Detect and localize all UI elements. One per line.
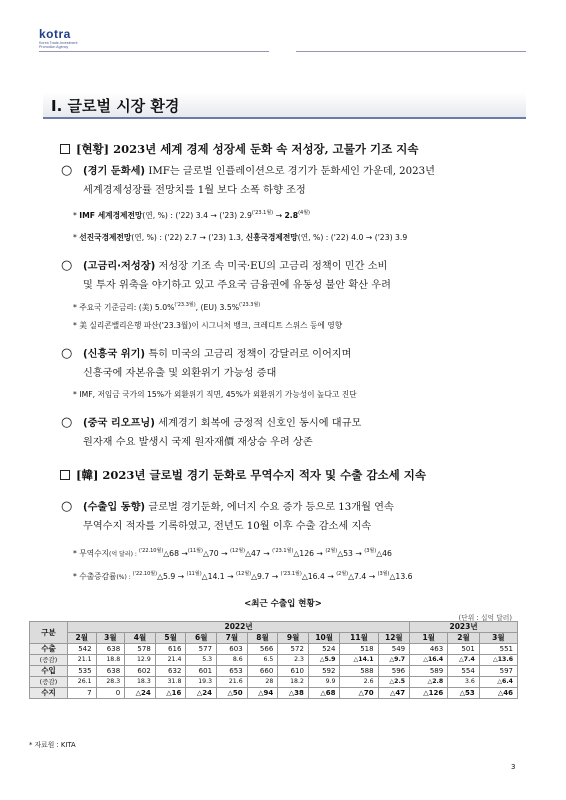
note-text: 美 실리콘밸리은행 파산('23.3월)이 시그니처 뱅크, 크레디트 스위스 등에 영향 <box>79 321 343 330</box>
table-month-header: 7월 <box>217 633 248 644</box>
note-sup: ('23.1월) <box>272 548 294 554</box>
table-cell: △53 <box>448 688 480 699</box>
table-cell: △13.6 <box>479 655 517 666</box>
note-label: IMF 세계경제전망 <box>79 211 143 220</box>
square-bullet-icon <box>60 470 70 480</box>
table-month-header: 2월 <box>68 633 97 644</box>
table-month-header: 10월 <box>308 633 340 644</box>
table-cell: 602 <box>125 666 156 677</box>
note-value: △47 → <box>245 549 273 558</box>
table-cell: 610 <box>278 666 309 677</box>
table-cell: △70 <box>340 688 378 699</box>
table-month-header: 4월 <box>125 633 156 644</box>
note-label: 수출증감률 <box>79 572 117 581</box>
table-cell: 554 <box>448 666 480 677</box>
table-month-header: 3월 <box>96 633 125 644</box>
paragraph-title: (중국 리오프닝) <box>83 418 155 429</box>
table-cell: 601 <box>186 666 217 677</box>
table-row <box>30 677 518 688</box>
circle-bullet-icon: ○ <box>61 415 73 430</box>
table-title: <최근 수출입 현황> <box>244 599 322 609</box>
paragraph-line: IMF는 글로벌 인플레이션으로 경기가 둔화세인 가운데, 2023년 <box>145 166 435 177</box>
paragraph-line: 저성장 기조 속 미국·EU의 고금리 정책이 민간 소비 <box>155 261 388 272</box>
table-year-2023: 2023년 <box>410 622 518 633</box>
circle-bullet-icon: ○ <box>61 499 73 514</box>
note-advanced-emerging: * 선진국경제전망(연, %) : ('22) 2.7 → ('23) 1.3, 신흥국경제전망(연, %) : ('22) 4.0 → ('23) 3.9 <box>73 233 408 242</box>
table-cell: △126 <box>410 688 448 699</box>
note-svb: * 美 실리콘밸리은행 파산('23.3월)이 시그니처 뱅크, 크레디트 스위스 등에 영향 <box>73 321 343 330</box>
trade-table <box>29 621 518 699</box>
circle-bullet-icon: ○ <box>61 258 73 273</box>
table-cell: 566 <box>247 644 278 655</box>
note-sup: ('23.1월) <box>251 210 274 216</box>
table-cell: 596 <box>378 666 410 677</box>
heading-korea-text: [韓] 2023년 글로벌 경기 둔화로 무역수지 적자 및 수출 감소세 지속 <box>76 468 426 482</box>
table-cell: 28 <box>247 677 278 688</box>
table-cell: 616 <box>155 644 186 655</box>
circle-bullet-icon: ○ <box>61 346 73 361</box>
table-cell: 18.8 <box>96 655 125 666</box>
paragraph-line: 세계경기 회복에 긍정적 신호인 동시에 대규모 <box>154 418 362 429</box>
table-body <box>30 644 518 699</box>
note-imf-fx: * IMF, 저임금 국가의 15%가 외환위기 직면, 45%가 외환위기 가능성이 높다고 진단 <box>73 390 357 399</box>
paragraph-emerging-crisis <box>83 345 513 383</box>
note-label: 신흥국경제전망 <box>245 233 298 242</box>
note-export-growth: * 수출증감률(%) : $^{('22.10월)}$△5.9 → $^{(11월)}$△14.1 → $^{(12월)}$△9.7 → $^{('23.1월)}$△16.4 → $^{(2월)}$△7.4 → $^{(3월)}$△13.6 <box>73 571 413 581</box>
circle-bullet-icon: ○ <box>61 163 73 178</box>
paragraph-china-reopening <box>83 414 513 452</box>
table-month-header: 8월 <box>247 633 278 644</box>
note-sup: (12월) <box>230 548 246 554</box>
table-cell: 8.6 <box>217 655 248 666</box>
note-text: 주요국 기준금리: (美) 5.0% <box>79 303 175 312</box>
note-text: (연, %) : ('22) 3.4 → ('23) 2.9 <box>142 211 252 220</box>
note-text: (연, %) : ('22) 2.7 → ('23) 1.3, <box>131 233 246 242</box>
table-month-header: 5월 <box>155 633 186 644</box>
table-cell: △46 <box>479 688 517 699</box>
note-sup: ('23.3월) <box>174 302 196 308</box>
table-row-label: 수출 <box>30 644 68 655</box>
table-cell: 551 <box>479 644 517 655</box>
table-cell: △68 <box>308 688 340 699</box>
table-cell: 588 <box>340 666 378 677</box>
table-cell: △38 <box>278 688 309 699</box>
note-value: △70 → <box>202 549 230 558</box>
note-value: △7.4 → <box>348 572 378 581</box>
note-value: 2.8 <box>284 211 299 220</box>
note-sup: (3월) <box>364 548 377 554</box>
kotra-logo <box>39 27 78 50</box>
table-cell: △2.8 <box>410 677 448 688</box>
table-year-2022: 2022년 <box>68 622 410 633</box>
paragraph-line: 원자재 수요 발생시 국제 원자재價 재상승 우려 상존 <box>83 437 313 448</box>
note-value: △46 <box>376 549 392 558</box>
table-row <box>30 655 518 666</box>
table-cell: 501 <box>448 644 480 655</box>
table-cell: 3.6 <box>448 677 480 688</box>
table-cell: △24 <box>186 688 217 699</box>
paragraph-high-rates <box>83 257 513 295</box>
paragraph-title: (수출입 동향) <box>83 502 146 513</box>
logo-subtitle-2: Promotion Agency <box>39 45 69 50</box>
note-sup: (11월) <box>186 571 202 577</box>
table-cell: △47 <box>378 688 410 699</box>
note-sup: (2월) <box>336 571 349 577</box>
table-month-header: 11월 <box>340 633 378 644</box>
table-cell: △9.7 <box>378 655 410 666</box>
table-unit: (단위 : 십억 달러) <box>458 614 512 622</box>
table-cell: 21.6 <box>217 677 248 688</box>
note-sup: (4월) <box>298 210 310 216</box>
note-value: △9.7 → <box>251 572 281 581</box>
table-cell: 542 <box>68 644 97 655</box>
note-unit: (억 달러) : <box>109 551 139 558</box>
note-text: IMF, 저임금 국가의 15%가 외환위기 직면, 45%가 외환위기 가능성이 높다고 진단 <box>79 390 357 399</box>
table-row <box>30 644 518 655</box>
paragraph-line: 특히 미국의 고금리 정책이 강달러로 이어지며 <box>145 349 352 360</box>
table-cell: 597 <box>479 666 517 677</box>
table-cell: 18.2 <box>278 677 309 688</box>
table-cell: △24 <box>125 688 156 699</box>
table-cell: △94 <box>247 688 278 699</box>
note-value: △53 → <box>337 549 365 558</box>
paragraph-line: 세계경제성장률 전망치를 1월 보다 소폭 하향 조정 <box>83 185 306 196</box>
table-month-header: 12월 <box>378 633 410 644</box>
note-value: △5.9 → <box>157 572 187 581</box>
table-corner: 구분 <box>30 622 68 644</box>
table-cell: 0 <box>96 688 125 699</box>
table-cell: △7.4 <box>448 655 480 666</box>
table-cell: 638 <box>96 666 125 677</box>
table-cell: △14.1 <box>340 655 378 666</box>
heading-korea <box>60 467 426 483</box>
table-cell: 5.3 <box>186 655 217 666</box>
note-sup: ('23.1월) <box>280 571 302 577</box>
table-cell: 21.1 <box>68 655 97 666</box>
table-cell: 21.4 <box>155 655 186 666</box>
paragraph-title: (경기 둔화세) <box>83 166 146 177</box>
section-title-bar <box>43 92 526 119</box>
note-text: → <box>275 211 285 220</box>
table-month-header: 2월 <box>448 633 480 644</box>
table-cell: 26.1 <box>68 677 97 688</box>
table-cell: △50 <box>217 688 248 699</box>
note-text: (연, %) : ('22) 4.0 → ('23) 3.9 <box>297 233 408 242</box>
logo-wordmark: kotra <box>39 27 71 41</box>
note-trade-balance: * 무역수지(억 달러) : $^{('22.10월)}$△68 →$^{(11월)}$△70 → $^{(12월)}$△47 → $^{('23.1월)}$△126 → $^{(2월)}$△53 → $^{(3월)}$△46 <box>73 548 392 558</box>
table-cell: 463 <box>410 644 448 655</box>
table-cell: △5.9 <box>308 655 340 666</box>
table-month-header: 6월 <box>186 633 217 644</box>
source-note: * 자료원 : KITA <box>29 741 76 749</box>
table-cell: 653 <box>217 666 248 677</box>
table-cell: 603 <box>217 644 248 655</box>
table-cell: 535 <box>68 666 97 677</box>
paragraph-line: 글로벌 경기둔화, 에너지 수요 증가 등으로 13개월 연속 <box>145 502 394 513</box>
table-cell: 577 <box>186 644 217 655</box>
paragraph-line: 무역수지 적자를 기록하였고, 전년도 10월 이후 수출 감소세 지속 <box>83 521 372 532</box>
note-sup: (3월) <box>377 571 390 577</box>
note-sup: (2월) <box>325 548 338 554</box>
table-cell: 7 <box>68 688 97 699</box>
square-bullet-icon <box>60 144 70 154</box>
logo-subtitle-1: Korea Trade-Investment <box>39 41 78 45</box>
table-cell: 12.9 <box>125 655 156 666</box>
note-sup: (11월) <box>187 548 203 554</box>
table-cell: 589 <box>410 666 448 677</box>
page-number: 3 <box>511 763 516 771</box>
table-cell: 660 <box>247 666 278 677</box>
paragraph-title: (고금리·저성장) <box>83 261 156 272</box>
header-rule-left <box>39 51 269 52</box>
paragraph-economic-slowdown <box>83 162 513 200</box>
table-month-header: 3월 <box>479 633 517 644</box>
note-base-rates: * 주요국 기준금리: (美) 5.0%$^{('23.3월)}$, (EU) 3.5%$^{('23.3월)}$ <box>73 302 261 312</box>
table-cell: △2.5 <box>378 677 410 688</box>
table-cell: 572 <box>278 644 309 655</box>
table-cell: 2.3 <box>278 655 309 666</box>
table-cell: 2.6 <box>340 677 378 688</box>
paragraph-line: 및 투자 위축을 야기하고 있고 주요국 금융권에 유동성 불안 확산 우려 <box>83 280 391 291</box>
note-imf-outlook: * IMF 세계경제전망(연, %) : ('22) 3.4 → ('23) $2.9^{('23.1월)} \to 2.8^{(4월)}$ <box>73 210 310 220</box>
table-cell: 518 <box>340 644 378 655</box>
table-cell: 9.9 <box>308 677 340 688</box>
heading-status <box>60 141 418 157</box>
note-sup: ('22.10월) <box>132 571 158 577</box>
table-row-label: (증감) <box>30 655 68 666</box>
table-cell: △16.4 <box>410 655 448 666</box>
note-value: △14.1 → <box>201 572 237 581</box>
table-cell: 31.8 <box>155 677 186 688</box>
table-row-label: 수입 <box>30 666 68 677</box>
heading-status-text: [현황] 2023년 세계 경제 성장세 둔화 속 저성장, 고물가 기조 지속 <box>76 142 419 156</box>
paragraph-title: (신흥국 위기) <box>83 349 146 360</box>
table-row-label: (증감) <box>30 677 68 688</box>
table-cell: 19.3 <box>186 677 217 688</box>
note-unit: (%) : <box>116 574 133 581</box>
note-value: △13.6 <box>389 572 413 581</box>
table-cell: 638 <box>96 644 125 655</box>
table-cell: 28.3 <box>96 677 125 688</box>
table-cell: 6.5 <box>247 655 278 666</box>
note-value: △68 → <box>163 549 188 558</box>
table-month-header: 9월 <box>278 633 309 644</box>
note-text: , (EU) 3.5% <box>195 303 240 312</box>
table-row-label: 수지 <box>30 688 68 699</box>
note-label: 선진국경제전망 <box>79 233 132 242</box>
note-sup: ('23.3월) <box>239 302 261 308</box>
table-cell: △16 <box>155 688 186 699</box>
table-row <box>30 666 518 677</box>
table-cell: 18.3 <box>125 677 156 688</box>
note-value: △126 → <box>293 549 326 558</box>
table-cell: 524 <box>308 644 340 655</box>
section-title: Ⅰ. 글로벌 시장 환경 <box>51 97 180 115</box>
table-cell: 549 <box>378 644 410 655</box>
paragraph-trade-trends <box>83 498 513 536</box>
table-cell: 632 <box>155 666 186 677</box>
note-sup: (12월) <box>236 571 252 577</box>
note-value: △16.4 → <box>301 572 337 581</box>
note-sup: ('22.10월) <box>138 548 164 554</box>
note-label: 무역수지 <box>79 549 110 558</box>
paragraph-line: 신흥국에 자본유출 및 외환위기 가능성 증대 <box>83 368 277 379</box>
table-cell: 578 <box>125 644 156 655</box>
table-month-row <box>30 633 518 644</box>
table-cell: 592 <box>308 666 340 677</box>
table-row <box>30 688 518 699</box>
table-cell: △6.4 <box>479 677 517 688</box>
header-rule-right <box>296 51 526 52</box>
table-month-header: 1월 <box>410 633 448 644</box>
